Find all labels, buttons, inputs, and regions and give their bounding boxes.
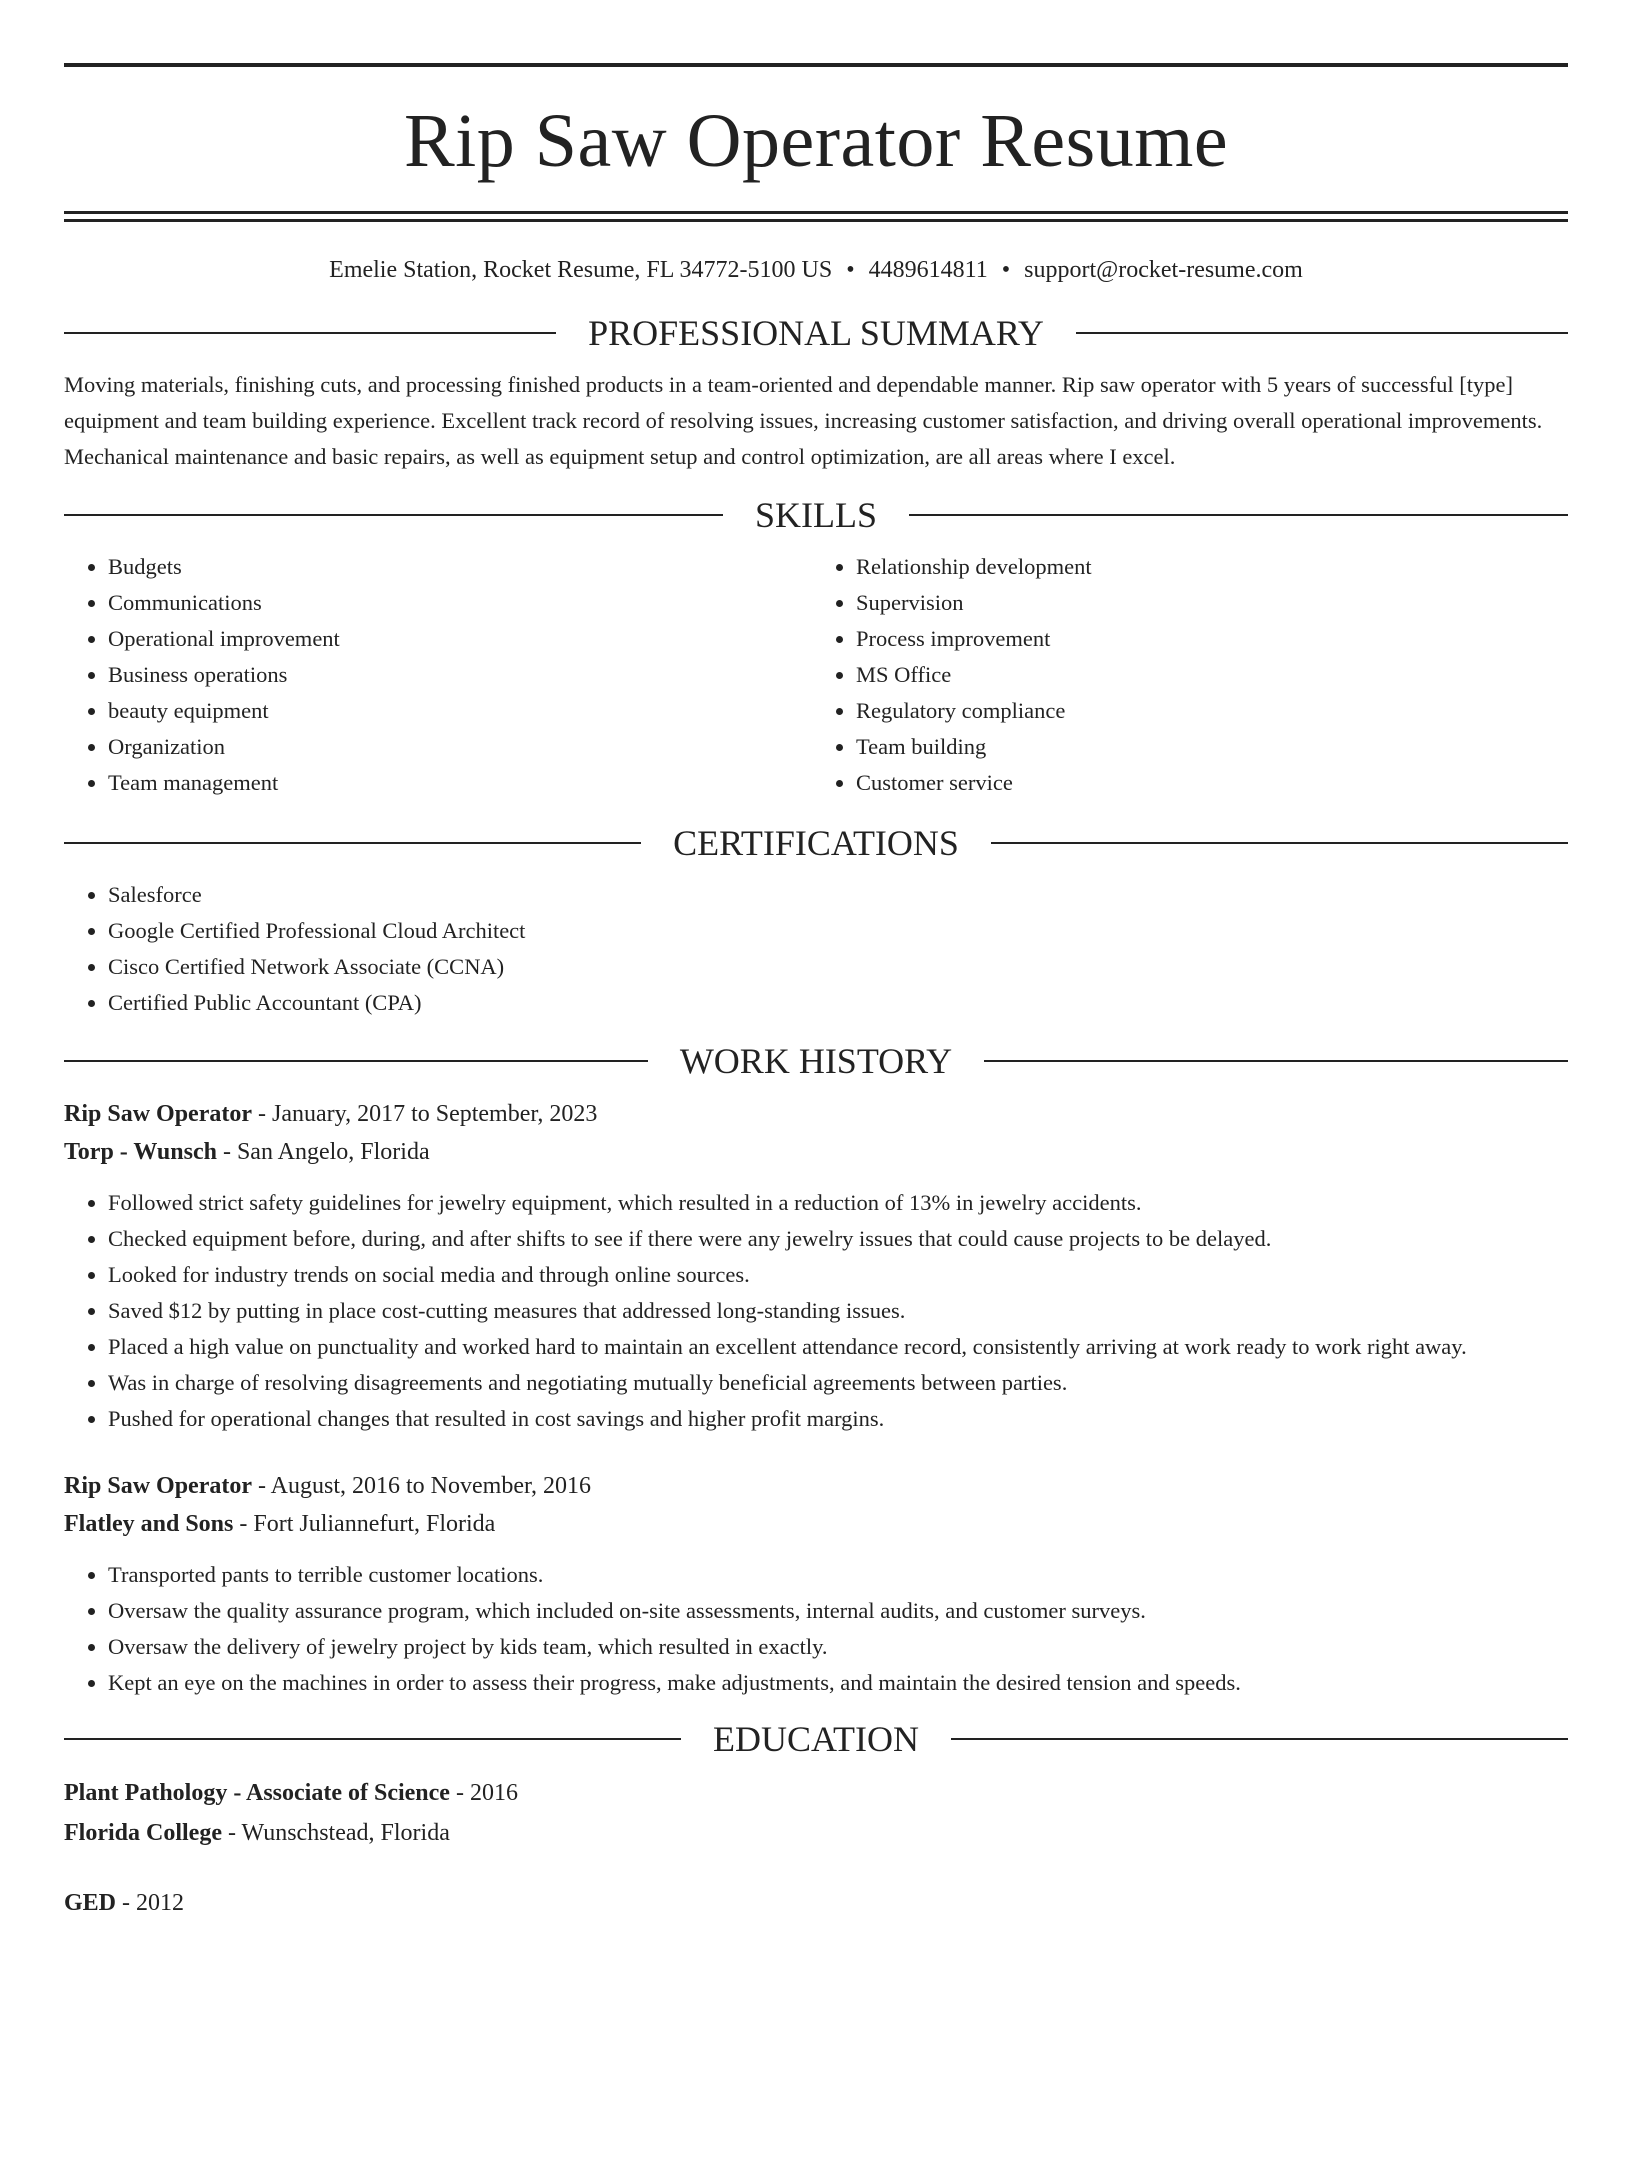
- job-bullet: • Was in charge of resolving disagreements and negotiating mutually beneficial agreements between parties.: [108, 1365, 1568, 1401]
- education-entry: [64, 1883, 1568, 1923]
- job-company-line: [64, 1133, 1568, 1171]
- job-entry: [64, 1095, 1568, 1437]
- heading-rule-left: [64, 1060, 648, 1062]
- job-bullet: • Oversaw the delivery of jewelry project by kids team, which resulted in exactly.: [108, 1629, 1568, 1665]
- education-school-line: [64, 1813, 1568, 1853]
- education-school: Florida College: [64, 1819, 222, 1846]
- job-title-line: [64, 1095, 1568, 1133]
- job-bullet: • Pushed for operational changes that resulted in cost savings and higher profit margins.: [108, 1401, 1568, 1437]
- job-bullets: [64, 1185, 1568, 1437]
- skill-item: • MS Office: [856, 657, 1568, 693]
- job-bullet: • Transported pants to terrible customer locations.: [108, 1557, 1568, 1593]
- education-degree: Plant Pathology - Associate of Science: [64, 1779, 450, 1806]
- education-year: - 2012: [116, 1889, 185, 1916]
- education-degree: GED: [64, 1889, 117, 1916]
- education-list: [64, 1773, 1568, 1923]
- contact-line: [64, 256, 1568, 285]
- certifications-list: [64, 877, 1568, 1021]
- certifications-heading-label: CERTIFICATIONS: [673, 822, 959, 863]
- job-entry: [64, 1467, 1568, 1701]
- contact-address: Emelie Station, Rocket Resume, FL 34772-5100 US: [329, 257, 833, 283]
- job-title: Rip Saw Operator: [64, 1472, 252, 1499]
- top-rule: [64, 63, 1568, 67]
- job-bullet: • Checked equipment before, during, and after shifts to see if there were any jewelry issues that could cause projects to be delayed.: [108, 1221, 1568, 1257]
- work-history-heading-label: WORK HISTORY: [679, 1040, 953, 1081]
- skills-list: [64, 549, 1568, 801]
- skill-item: • Operational improvement: [108, 621, 816, 657]
- heading-rule-left: [64, 842, 641, 844]
- job-company-line: [64, 1505, 1568, 1543]
- certification-item: • Salesforce: [108, 877, 1568, 913]
- job-bullet: • Looked for industry trends on social media and through online sources.: [108, 1257, 1568, 1293]
- skill-item: • Organization: [108, 729, 816, 765]
- job-bullet: • Saved $12 by putting in place cost-cutting measures that addressed long-standing issues.: [108, 1293, 1568, 1329]
- education-degree-line: [64, 1773, 1568, 1813]
- heading-rule-right: [951, 1738, 1568, 1740]
- job-location: - Fort Juliannefurt, Florida: [233, 1510, 496, 1537]
- contact-separator: •: [1001, 257, 1011, 283]
- contact-phone[interactable]: 4489614811: [868, 257, 988, 283]
- job-company: Flatley and Sons: [64, 1510, 234, 1537]
- skill-item: • Communications: [108, 585, 816, 621]
- skills-column-left: [64, 549, 816, 801]
- skills-heading: [64, 494, 1568, 535]
- skill-item: • Team management: [108, 765, 816, 801]
- skill-item: • Regulatory compliance: [856, 693, 1568, 729]
- heading-rule-left: [64, 332, 556, 334]
- contact-separator: •: [846, 257, 855, 283]
- job-bullet: • Placed a high value on punctuality and worked hard to maintain an excellent attendance record, consistently arriving at work ready to work right away.: [108, 1329, 1568, 1365]
- heading-rule-right: [991, 842, 1568, 844]
- education-year: - 2016: [449, 1779, 518, 1806]
- heading-rule-right: [984, 1060, 1568, 1062]
- skills-column-right: [816, 549, 1568, 801]
- certification-item: • Google Certified Professional Cloud Architect: [108, 913, 1568, 949]
- heading-rule-left: [64, 1738, 681, 1740]
- summary-heading-label: PROFESSIONAL SUMMARY: [588, 312, 1044, 353]
- job-bullet: • Kept an eye on the machines in order to assess their progress, make adjustments, and maintain the desired tension and speeds.: [108, 1665, 1568, 1701]
- skill-item: • Team building: [856, 729, 1568, 765]
- skill-item: • Supervision: [856, 585, 1568, 621]
- certification-item: • Cisco Certified Network Associate (CCNA): [108, 949, 1568, 985]
- heading-rule-left: [64, 514, 723, 516]
- education-heading-label: EDUCATION: [713, 1718, 919, 1759]
- skill-item: • Business operations: [108, 657, 816, 693]
- job-company: Torp - Wunsch: [64, 1138, 217, 1165]
- resume-title: Rip Saw Operator Resume: [403, 99, 1229, 183]
- job-dates: - January, 2017 to September, 2023: [252, 1100, 598, 1127]
- heading-rule-right: [1076, 332, 1568, 334]
- job-dates: - August, 2016 to November, 2016: [252, 1472, 592, 1499]
- job-title-line: [64, 1467, 1568, 1505]
- job-location: - San Angelo, Florida: [216, 1138, 430, 1165]
- skill-item: • Customer service: [856, 765, 1568, 801]
- contact-email[interactable]: support@rocket-resume.com: [1024, 257, 1303, 283]
- job-title: Rip Saw Operator: [64, 1100, 252, 1127]
- job-bullets: [64, 1557, 1568, 1701]
- education-entry: [64, 1773, 1568, 1853]
- job-bullet: • Oversaw the quality assurance program, which included on-site assessments, internal audits, and customer surveys.: [108, 1593, 1568, 1629]
- work-history-heading: [64, 1040, 1568, 1081]
- certifications-heading: [64, 822, 1568, 863]
- education-heading: [64, 1718, 1568, 1759]
- education-degree-line: [64, 1883, 1568, 1923]
- skill-item: • beauty equipment: [108, 693, 816, 729]
- skills-heading-label: SKILLS: [755, 494, 878, 535]
- certification-item: • Certified Public Accountant (CPA): [108, 985, 1568, 1021]
- skill-item: • Process improvement: [856, 621, 1568, 657]
- summary-text: Moving materials, finishing cuts, and processing finished products in a team-oriented and dependable manner. Rip saw operator with 5 years of successful [type] equipment and team building experience. Excellent track record of resolving issues, increasing customer satisfaction, and driving overall operational improvements. Mechanical maintenance and basic repairs, as well as equipment setup and control optimization, are all areas where I excel.: [64, 371, 1543, 469]
- education-location: - Wunschstead, Florida: [221, 1819, 450, 1846]
- job-bullet: • Followed strict safety guidelines for jewelry equipment, which resulted in a reduction of 13% in jewelry accidents.: [108, 1185, 1568, 1221]
- summary-heading: [64, 312, 1568, 353]
- heading-rule-right: [909, 514, 1568, 516]
- skill-item: • Relationship development: [856, 549, 1568, 585]
- skill-item: • Budgets: [108, 549, 816, 585]
- resume-page: [0, 63, 1632, 2175]
- title-double-rule: [64, 211, 1568, 222]
